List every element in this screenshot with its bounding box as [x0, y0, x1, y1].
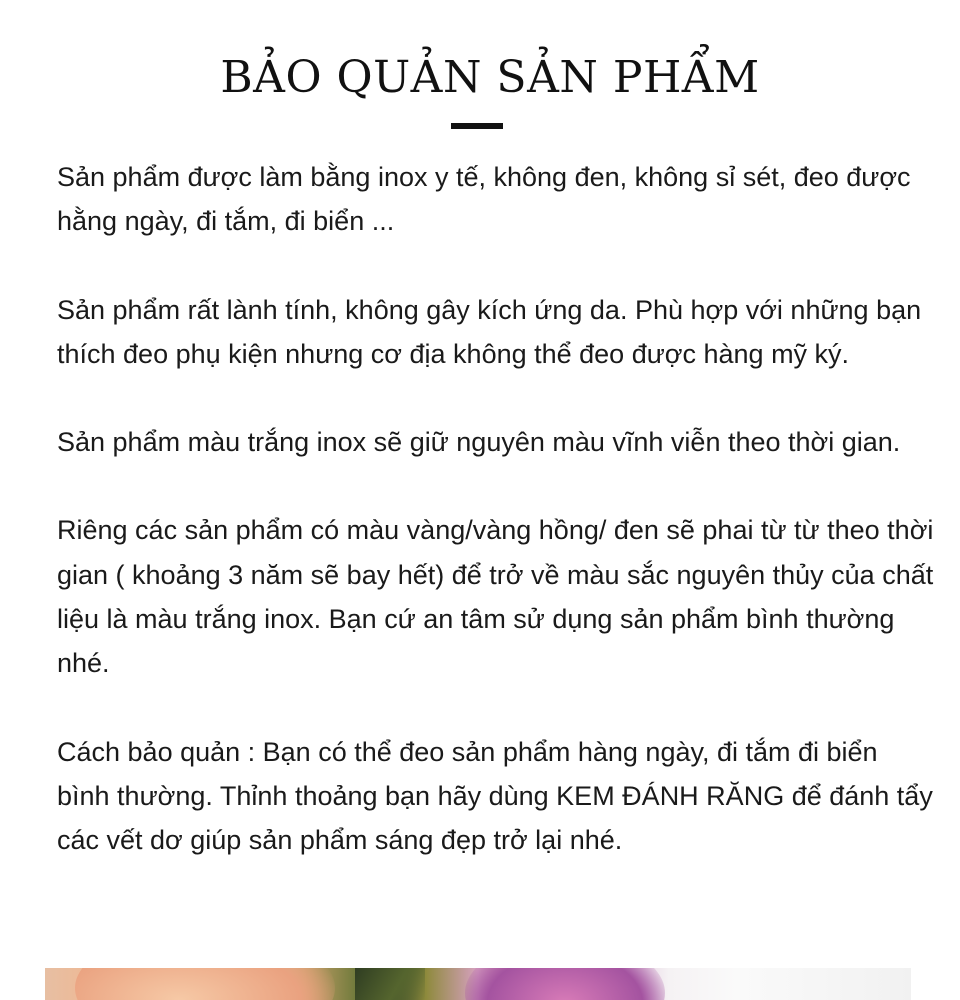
product-photo [45, 968, 911, 1000]
paragraph-plated-colors: Riêng các sản phẩm có màu vàng/vàng hồng/ đen sẽ phai từ từ theo thời gian ( khoảng 3 năm sẽ bay hết) để trở về màu sắc nguyên thủy của chất liệu là màu trắng inox. Bạn cứ an tâm sử dụng sản phẩm bình thường nhé. [57, 515, 934, 679]
photo-green-leaf [355, 968, 425, 1000]
paragraph-care-instructions: Cách bảo quản : Bạn có thể đeo sản phẩm hàng ngày, đi tắm đi biển bình thường. Thỉnh thoảng bạn hãy dùng KEM ĐÁNH RĂNG để đánh tẩy các vết dơ giúp sản phẩm sáng đẹp trở lại nhé. [57, 736, 933, 856]
photo-purple-flower [465, 968, 665, 1000]
care-description [57, 155, 937, 863]
paragraph-white-color: Sản phẩm màu trắng inox sẽ giữ nguyên màu vĩnh viễn theo thời gian. [57, 427, 901, 458]
section-title: BẢO QUẢN SẢN PHẨM [220, 52, 760, 103]
photo-peach-flower [75, 968, 335, 1000]
paragraph-material: Sản phẩm được làm bằng inox y tế, không đen, không sỉ sét, đeo được hằng ngày, đi tắm, đi biển ... [57, 162, 911, 237]
paragraph-skin-safe: Sản phẩm rất lành tính, không gây kích ứng da. Phù hợp với những bạn thích đeo phụ kiện nhưng cơ địa không thể đeo được hàng mỹ ký. [57, 294, 922, 369]
title-underline [451, 123, 503, 129]
